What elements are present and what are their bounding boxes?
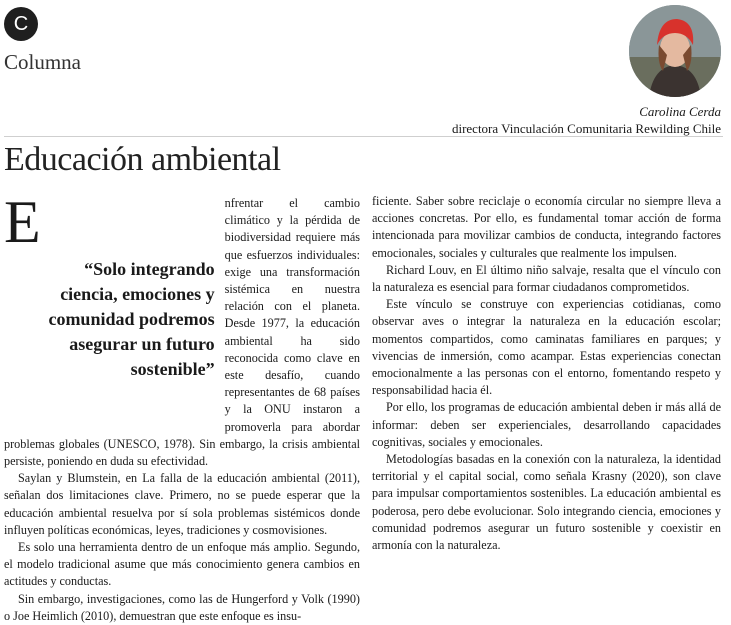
paragraph: nfrentar el cambio climático y la pérdida de biodiversidad requiere más que esfuerzos individuales: exige una transformación sistémica en nuestra relación con el planeta. Desde 1977, la educación ambiental ha sido reconocida como clave en este desafío, cuando representantes de 68 países y la ONU instaron a promoverla para abordar problemas globales (UNESCO, 1978). Sin embargo, la crisis ambiental persiste, poniendo en duda su efectividad. (4, 196, 360, 469)
paragraph: Richard Louv, en El último niño salvaje, resalta que el vínculo con la naturaleza es esencial para formar ciudadanos comprometidos. (372, 262, 721, 295)
paragraph: Este vínculo se construye con experiencias cotidianas, como observar aves o integrar la naturaleza en la educación escolar; momentos compartidos, como caminatas familiares en parques; y vivencias de inmersión, como acampar. Estas experiencias conectan emocionalmente a las personas con el entorno, fomentando respeto y responsabilidad hacia él. (372, 297, 721, 398)
paragraph: Metodologías basadas en la conexión con la naturaleza, la identidad territorial y el capital social, como señala Krasny (2020), son clave para impulsar comportamientos sostenibles. La educación ambiental es poderosa, pero debe evolucionar. Solo integrando ciencia, emociones y comunidad podremos asegurar un futuro sostenible y coexistir en armonía con la naturaleza. (372, 452, 721, 553)
article-column-2 (372, 193, 721, 554)
paragraph: Por ello, los programas de educación ambiental deben ir más allá de informar: deben ser experienciales, desarrollando capacidades cognitivas, sociales y emocionales. (372, 400, 721, 449)
header-divider (4, 136, 723, 137)
article-column-1 (4, 189, 360, 625)
paragraph: Saylan y Blumstein, en La falla de la educación ambiental (2011), señalan dos limitaciones clave. Primero, no se puede esperar que la educación ambiental resuelva por sí sola problemas sistémicos donde influyen políticas económicas, leyes, tradiciones y cosmovisiones. (4, 471, 360, 537)
paragraph: Es solo una herramienta dentro de un enfoque más amplio. Segundo, el modelo tradicional asume que más conocimiento genera cambios en actitudes y conductas. (4, 540, 360, 589)
drop-cap: E (4, 189, 41, 255)
author-avatar (629, 5, 721, 97)
section-label: Columna (4, 50, 81, 74)
author-name: Carolina Cerda (639, 104, 721, 119)
author-byline (452, 103, 721, 137)
pull-quote: “Solo integrando ciencia, emociones y comunidad podremos asegurar un futuro sostenible” (48, 259, 215, 379)
paragraph: Sin embargo, investigaciones, como las de Hungerford y Volk (1990) o Joe Heimlich (2010), demuestran que este enfoque es insu- (4, 591, 360, 623)
article-title: Educación ambiental (4, 141, 281, 178)
section-badge: C (4, 7, 38, 41)
paragraph: ficiente. Saber sobre reciclaje o economía circular no siempre lleva a acciones concretas. Por ello, es fundamental tomar acción de forma intencionada para movilizar cambios de conducta, integrando factores emocionales, sociales y culturales que realmente los impulsen. (372, 194, 721, 260)
author-role: directora Vinculación Comunitaria Rewilding Chile (451, 121, 721, 136)
